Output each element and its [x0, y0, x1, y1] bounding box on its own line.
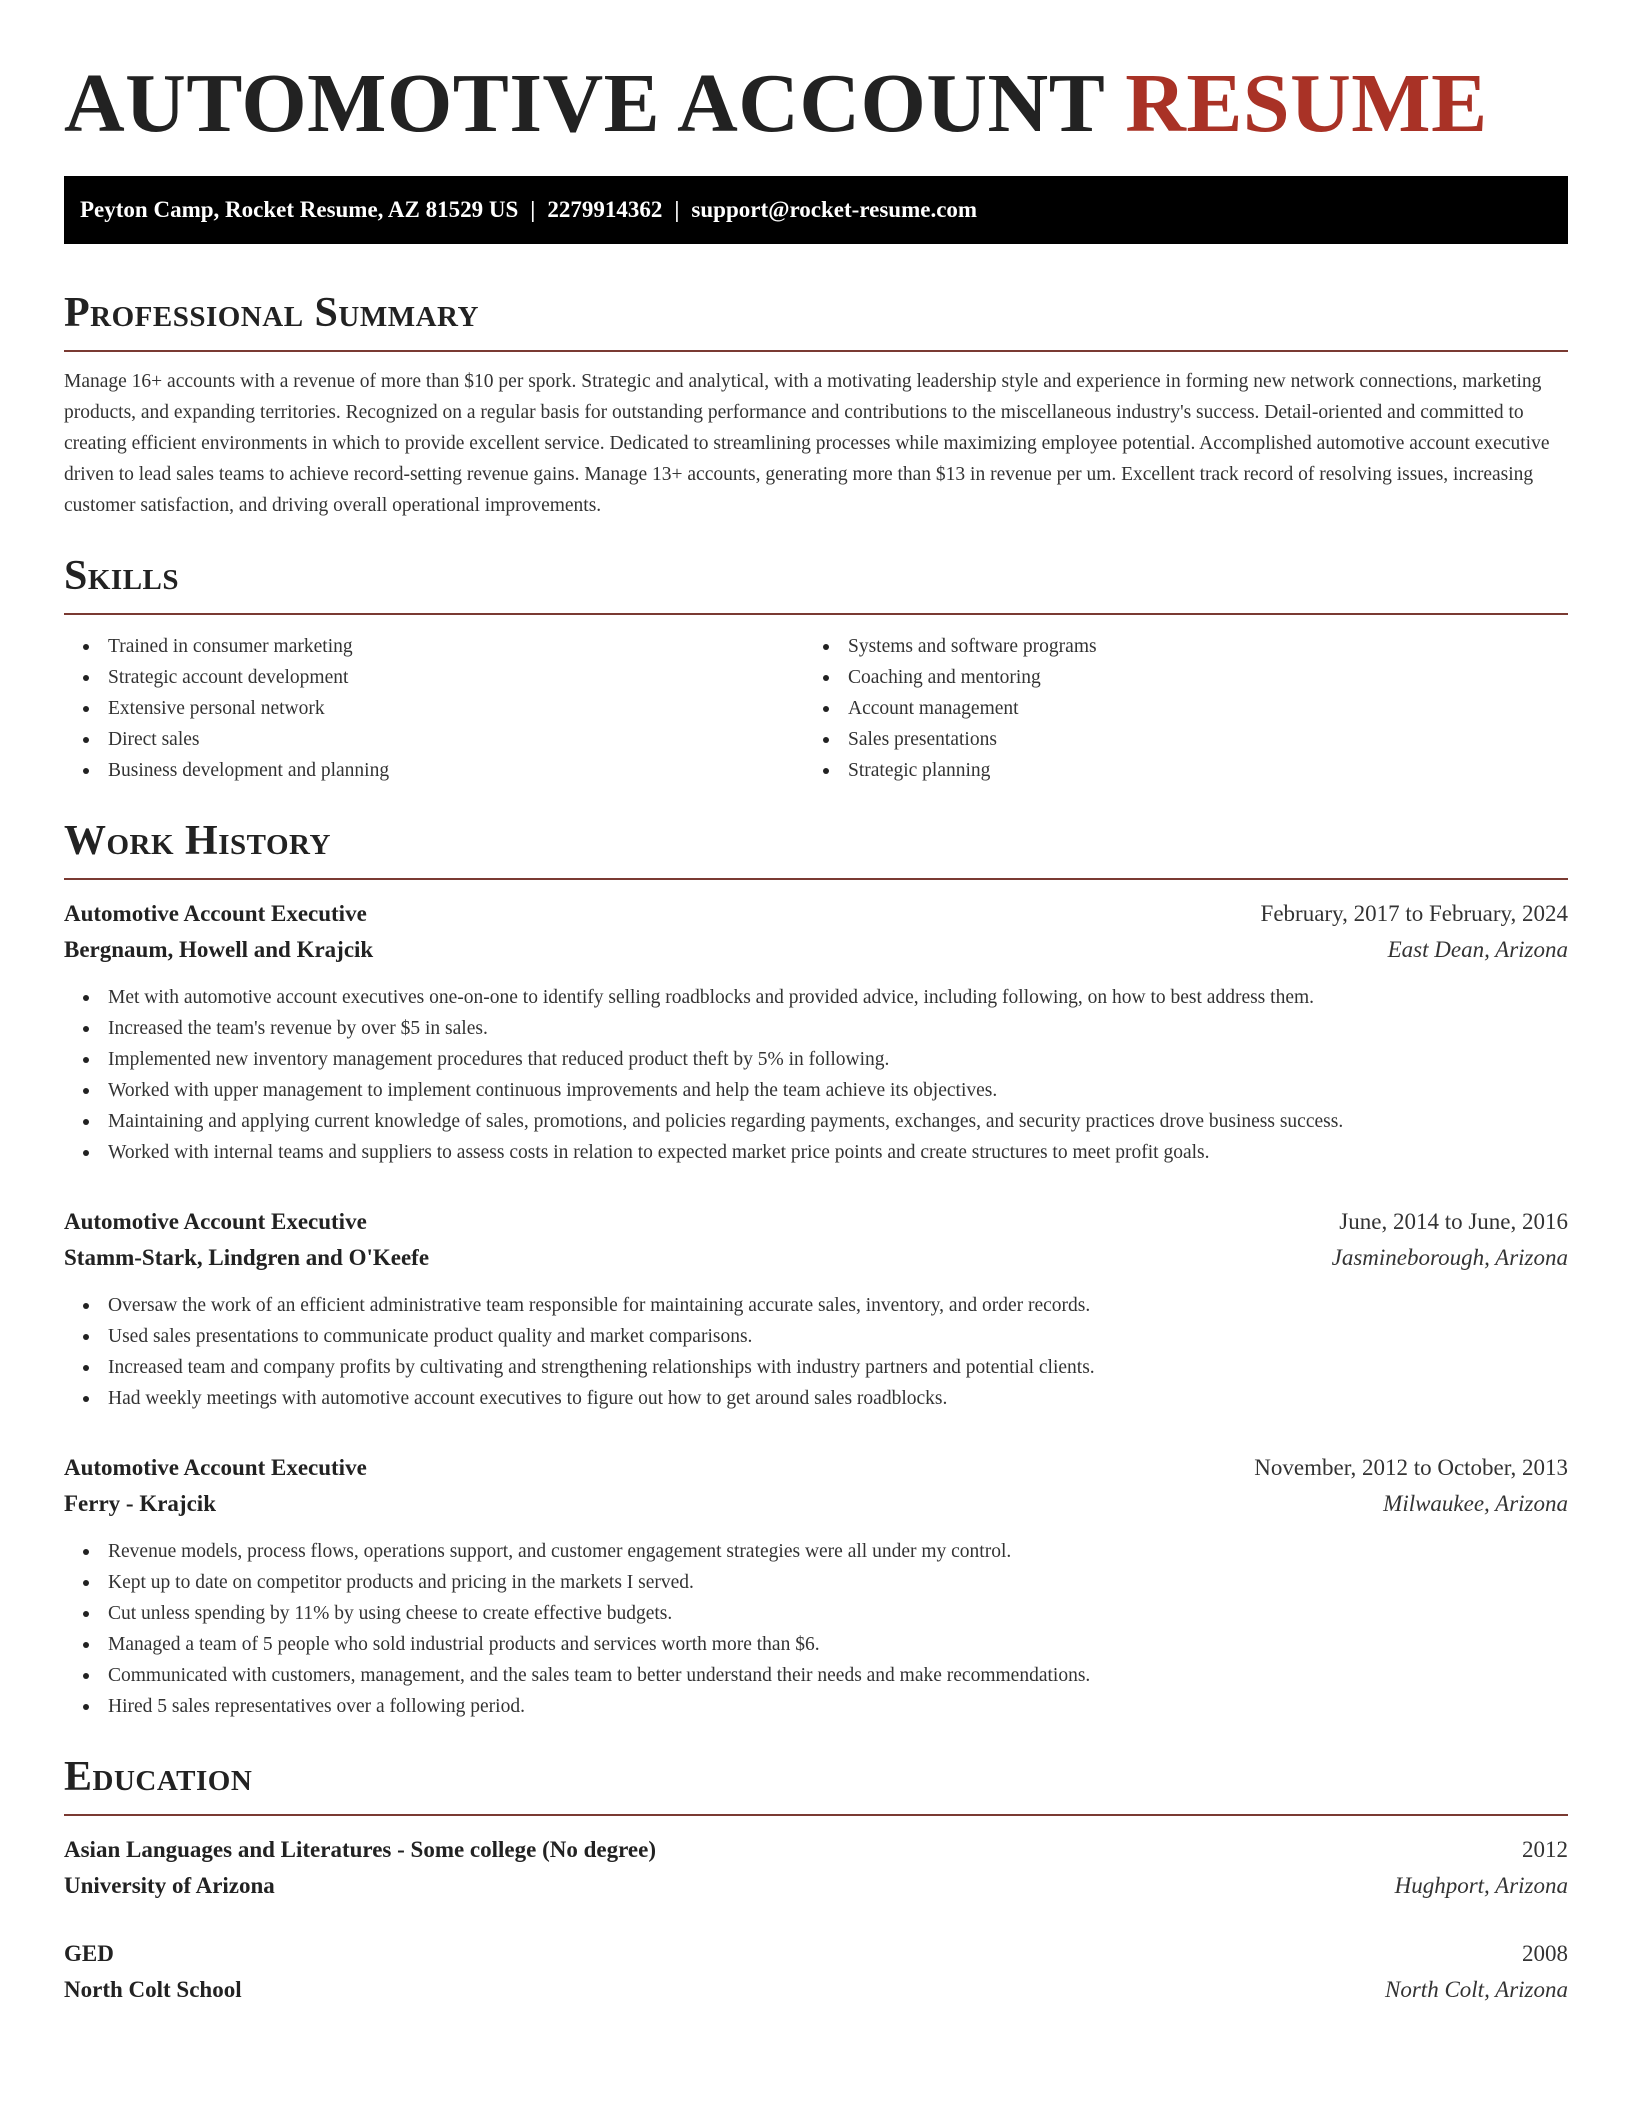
job-title: Automotive Account Executive — [64, 1209, 367, 1234]
job-bullet: Kept up to date on competitor products and pricing in the markets I served. — [64, 1567, 1568, 1598]
skill-item: Trained in consumer marketing — [64, 631, 804, 662]
education-section — [64, 1752, 1568, 2008]
summary-text: Manage 16+ accounts with a revenue of more than $10 per spork. Strategic and analytical, with a motivating leadership style and experience in forming new network connections, marketing products, and expanding territories. Recognized on a regular basis for outstanding performance and contributions to the miscellaneous industry's success. Detail-oriented and committed to creating efficient environments in which to provide excellent service. Dedicated to streamlining processes while maximizing employee potential. Accomplished automotive account executive driven to lead sales teams to achieve record-setting revenue gains. Manage 13+ accounts, generating more than $13 in revenue per um. Excellent track record of resolving issues, increasing customer satisfaction, and driving overall operational improvements. — [64, 371, 1550, 516]
skills-column-left — [64, 631, 804, 786]
contact-separator: | — [530, 197, 536, 222]
education-year: 2012 — [1522, 1837, 1568, 1862]
contact-address: Peyton Camp, Rocket Resume, AZ 81529 US — [80, 197, 519, 222]
skills-grid — [64, 631, 1568, 786]
job-bullet: Maintaining and applying current knowledge of sales, promotions, and policies regarding payments, exchanges, and security practices drove business success. — [64, 1106, 1568, 1137]
education-degree-row — [64, 1936, 1568, 1972]
job-company: Stamm-Stark, Lindgren and O'Keefe — [64, 1245, 430, 1270]
skill-item: Systems and software programs — [804, 631, 1544, 662]
job-dates: June, 2014 to June, 2016 — [1339, 1209, 1568, 1234]
job-company: Ferry - Krajcik — [64, 1491, 216, 1516]
contact-separator: | — [674, 197, 680, 222]
skills-column-right — [804, 631, 1544, 786]
skill-item: Strategic planning — [804, 755, 1544, 786]
education-location: North Colt, Arizona — [1385, 1977, 1568, 2002]
skill-item: Account management — [804, 693, 1544, 724]
job-bullet: Hired 5 sales representatives over a following period. — [64, 1691, 1568, 1722]
job-bullets — [64, 982, 1568, 1168]
job-bullet: Communicated with customers, management, and the sales team to better understand their needs and make recommendations. — [64, 1660, 1568, 1691]
job-location: Milwaukee, Arizona — [1383, 1491, 1568, 1516]
job-company-row — [64, 1486, 1568, 1522]
education-school-row — [64, 1972, 1568, 2008]
job-entry — [64, 1450, 1568, 1722]
job-title: Automotive Account Executive — [64, 1455, 367, 1480]
job-bullet: Worked with internal teams and suppliers to assess costs in relation to expected market price points and create structures to meet profit goals. — [64, 1137, 1568, 1168]
skill-item: Sales presentations — [804, 724, 1544, 755]
job-company-row — [64, 1240, 1568, 1276]
job-entry — [64, 1204, 1568, 1414]
job-bullet: Oversaw the work of an efficient administrative team responsible for maintaining accurate sales, inventory, and order records. — [64, 1290, 1568, 1321]
job-header-row — [64, 1450, 1568, 1486]
education-entry — [64, 1936, 1568, 2008]
job-header-row — [64, 896, 1568, 932]
contact-email: support@rocket-resume.com — [691, 197, 978, 222]
job-company-row — [64, 932, 1568, 968]
education-year: 2008 — [1522, 1941, 1568, 1966]
skills-heading: Skills — [64, 551, 1568, 615]
job-bullet: Had weekly meetings with automotive account executives to figure out how to get around sales roadblocks. — [64, 1383, 1568, 1414]
job-location: East Dean, Arizona — [1387, 937, 1568, 962]
summary-heading: Professional Summary — [64, 288, 1568, 352]
education-school: North Colt School — [64, 1977, 242, 2002]
job-dates: February, 2017 to February, 2024 — [1260, 901, 1568, 926]
skill-item: Business development and planning — [64, 755, 804, 786]
job-company: Bergnaum, Howell and Krajcik — [64, 937, 374, 962]
contact-bar — [64, 176, 1568, 244]
education-school-row — [64, 1868, 1568, 1904]
job-bullets — [64, 1536, 1568, 1722]
job-location: Jasmineborough, Arizona — [1331, 1245, 1568, 1270]
job-entry — [64, 896, 1568, 1168]
work-history-heading: Work History — [64, 816, 1568, 880]
work-history-section — [64, 816, 1568, 1722]
skill-item: Direct sales — [64, 724, 804, 755]
education-school: University of Arizona — [64, 1873, 275, 1898]
job-dates: November, 2012 to October, 2013 — [1254, 1455, 1568, 1480]
job-bullet: Met with automotive account executives one-on-one to identify selling roadblocks and provided advice, including following, on how to best address them. — [64, 982, 1568, 1013]
education-heading: Education — [64, 1752, 1568, 1816]
skill-item: Coaching and mentoring — [804, 662, 1544, 693]
job-bullet: Increased the team's revenue by over $5 in sales. — [64, 1013, 1568, 1044]
contact-phone: 2279914362 — [547, 197, 663, 222]
skills-section — [64, 551, 1568, 786]
job-bullet: Worked with upper management to implement continuous improvements and help the team achieve its objectives. — [64, 1075, 1568, 1106]
education-degree: Asian Languages and Literatures - Some college (No degree) — [64, 1837, 656, 1862]
title-main: AUTOMOTIVE ACCOUNT — [64, 57, 1104, 150]
job-bullet: Increased team and company profits by cultivating and strengthening relationships with industry partners and potential clients. — [64, 1352, 1568, 1383]
education-degree: GED — [64, 1941, 114, 1966]
skill-item: Extensive personal network — [64, 693, 804, 724]
skill-item: Strategic account development — [64, 662, 804, 693]
resume-page — [64, 0, 1568, 2008]
job-bullet: Implemented new inventory management procedures that reduced product theft by 5% in following. — [64, 1044, 1568, 1075]
education-entry — [64, 1832, 1568, 1904]
education-degree-row — [64, 1832, 1568, 1868]
summary-section — [64, 288, 1568, 521]
job-bullet: Used sales presentations to communicate product quality and market comparisons. — [64, 1321, 1568, 1352]
job-bullet: Cut unless spending by 11% by using cheese to create effective budgets. — [64, 1598, 1568, 1629]
job-header-row — [64, 1204, 1568, 1240]
title-accent: RESUME — [1125, 57, 1488, 150]
resume-title — [64, 58, 1568, 150]
job-bullet: Revenue models, process flows, operations support, and customer engagement strategies were all under my control. — [64, 1536, 1568, 1567]
education-location: Hughport, Arizona — [1394, 1873, 1568, 1898]
job-title: Automotive Account Executive — [64, 901, 367, 926]
job-bullets — [64, 1290, 1568, 1414]
job-bullet: Managed a team of 5 people who sold industrial products and services worth more than $6. — [64, 1629, 1568, 1660]
